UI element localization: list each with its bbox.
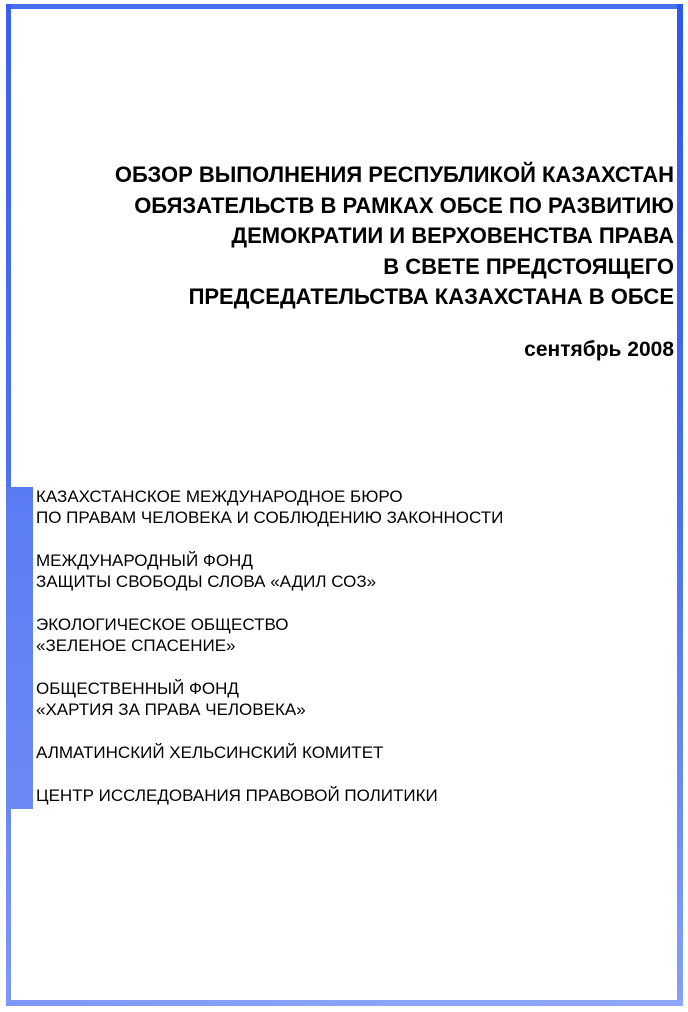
organization-item	[36, 550, 503, 592]
organization-line: ЭКОЛОГИЧЕСКОЕ ОБЩЕСТВО	[36, 615, 289, 634]
organization-line: ПО ПРАВАМ ЧЕЛОВЕКА И СОБЛЮДЕНИЮ ЗАКОННОСТИ	[36, 508, 504, 527]
document-date: сентябрь 2008	[524, 338, 674, 361]
frame-bottom-border	[6, 1000, 683, 1006]
organization-line: ЦЕНТР ИССЛЕДОВАНИЯ ПРАВОВОЙ ПОЛИТИКИ	[36, 786, 438, 805]
organization-item	[36, 785, 503, 806]
organization-item	[36, 614, 503, 656]
organizations-list	[36, 486, 503, 828]
organization-item	[36, 742, 503, 763]
organization-line: «ЗЕЛЕНОЕ СПАСЕНИЕ»	[36, 636, 236, 655]
title-line: ПРЕДСЕДАТЕЛЬСТВА КАЗАХСТАНА В ОБСЕ	[188, 284, 674, 309]
title-line: ДЕМОКРАТИИ И ВЕРХОВЕНСТВА ПРАВА	[231, 223, 674, 248]
organization-line: «ХАРТИЯ ЗА ПРАВА ЧЕЛОВЕКА»	[36, 700, 306, 719]
frame-top-border	[6, 4, 683, 9]
organizations-side-band	[6, 487, 33, 809]
title-line: В СВЕТЕ ПРЕДСТОЯЩЕГО	[383, 253, 674, 279]
document-title	[14, 160, 674, 313]
title-line: ОБЗОР ВЫПОЛНЕНИЯ РЕСПУБЛИКОЙ КАЗАХСТАН	[114, 162, 674, 187]
organization-item	[36, 678, 503, 720]
frame-right-border	[677, 4, 683, 1006]
organization-item	[36, 486, 503, 528]
organization-line: МЕЖДУНАРОДНЫЙ ФОНД	[36, 551, 253, 570]
title-line: ОБЯЗАТЕЛЬСТВ В РАМКАХ ОБСЕ ПО РАЗВИТИЮ	[134, 192, 674, 218]
organization-line: ОБЩЕСТВЕННЫЙ ФОНД	[36, 679, 239, 698]
organization-line: ЗАЩИТЫ СВОБОДЫ СЛОВА «АДИЛ СОЗ»	[36, 572, 377, 591]
organization-line: АЛМАТИНСКИЙ ХЕЛЬСИНСКИЙ КОМИТЕТ	[36, 743, 384, 762]
organization-line: КАЗАХСТАНСКОЕ МЕЖДУНАРОДНОЕ БЮРО	[36, 487, 403, 506]
